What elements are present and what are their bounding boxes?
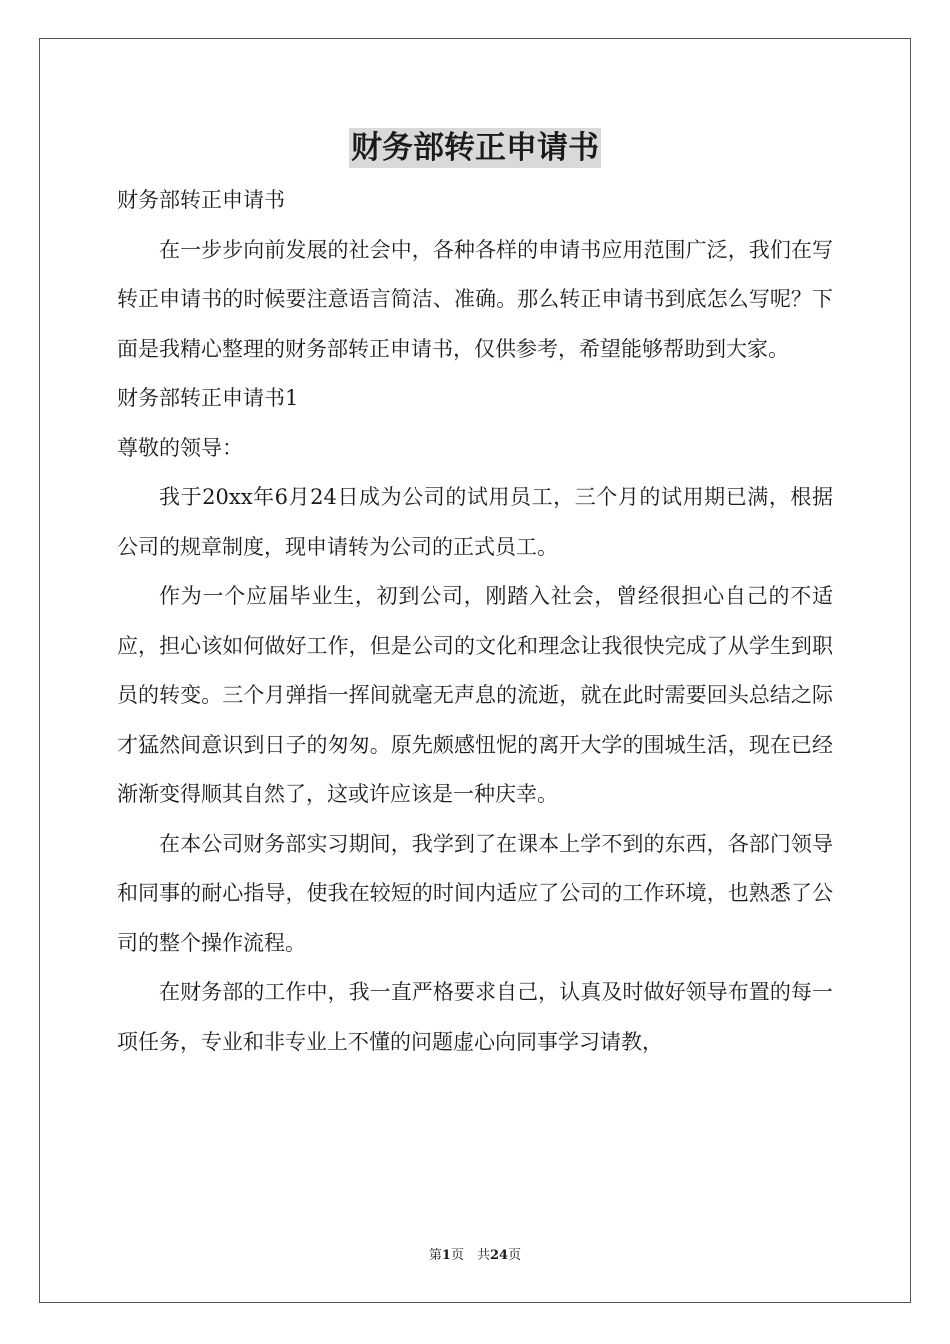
document-subtitle: 财务部转正申请书 (117, 188, 285, 212)
body-paragraph-3: 在本公司财务部实习期间，我学到了在课本上学不到的东西，各部门领导和同事的耐心指导，使我在较短的时间内适应了公司的工作环境，也熟悉了公司的整个操作流程。 (117, 831, 833, 955)
footer-mid: 页 共 (450, 1248, 490, 1263)
title-container (0, 128, 950, 168)
document-body (117, 176, 833, 1067)
body-paragraph-1: 我于20xx年6月24日成为公司的试用员工，三个月的试用期已满，根据公司的规章制度，现申请转为公司的正式员工。 (117, 485, 833, 559)
body-paragraph-4: 在财务部的工作中，我一直严格要求自己，认真及时做好领导布置的每一项任务，专业和非专业上不懂的问题虚心向同事学习请教， (117, 980, 833, 1054)
footer-prefix: 第 (428, 1248, 442, 1263)
intro-paragraph: 在一步步向前发展的社会中，各种各样的申请书应用范围广泛，我们在写转正申请书的时候要注意语言简洁、准确。那么转正申请书到底怎么写呢？下面是我精心整理的财务部转正申请书，仅供参考，希望能够帮助到大家。 (117, 237, 833, 361)
footer-suffix: 页 (508, 1248, 522, 1263)
footer-total-pages: 24 (489, 1248, 509, 1263)
salutation: 尊敬的领导： (117, 435, 243, 460)
body-paragraph-2: 作为一个应届毕业生，初到公司，刚踏入社会，曾经很担心自己的不适应，担心该如何做好工作，但是公司的文化和理念让我很快完成了从学生到职员的转变。三个月弹指一挥间就毫无声息的流逝，就在此时需要回头总结之际才猛然间意识到日子的匆匆。原先颇感忸怩的离开大学的围城生活，现在已经渐渐变得顺其自然了，这或许应该是一种庆幸。 (117, 584, 833, 806)
section-heading: 财务部转正申请书1 (117, 386, 299, 410)
footer-current-page: 1 (441, 1248, 451, 1263)
document-title: 财务部转正申请书 (351, 130, 599, 166)
page-footer (0, 1247, 950, 1265)
